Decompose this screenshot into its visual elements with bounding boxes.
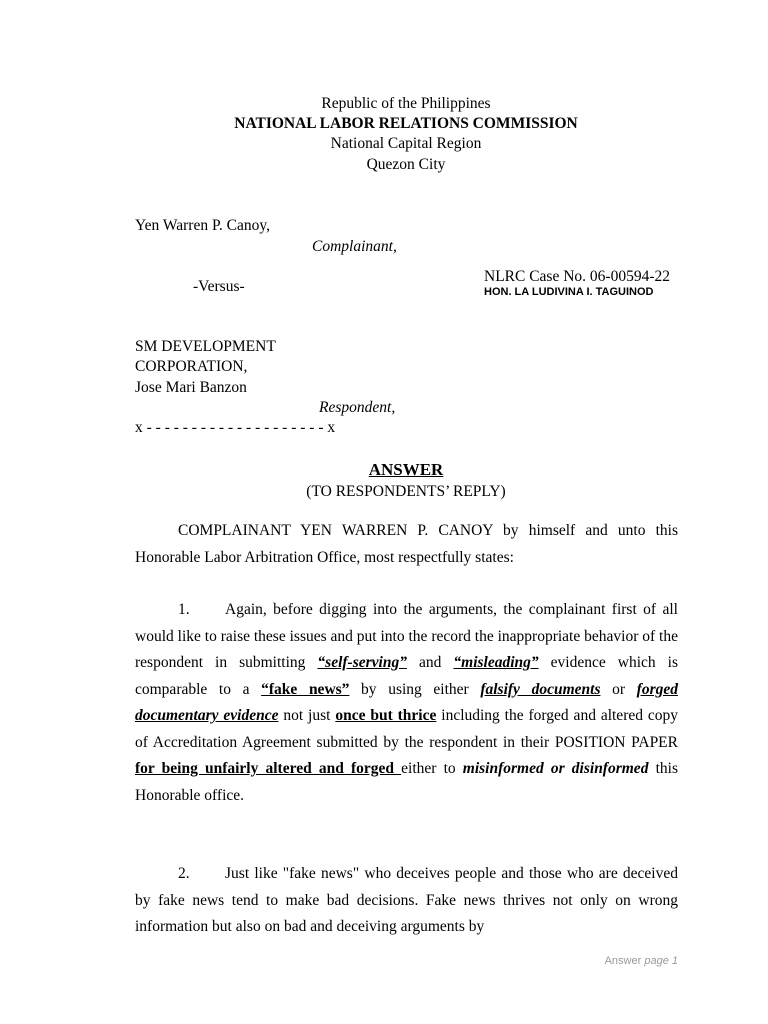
- p1-text-1: Again, before digging into the arguments, the complainant first of all would like to raise these issues and put into the record the inappropriate behavior of the respondent in submitting: [135, 601, 678, 671]
- caption-separator: x - - - - - - - - - - - - - - - - - - - - x: [135, 419, 336, 436]
- p1-text-8: either to: [401, 760, 463, 777]
- header-city: Quezon City: [366, 156, 446, 173]
- p1-emphasis-misleading: “misleading”: [453, 654, 539, 671]
- paragraph-2-number: 2.: [178, 865, 190, 882]
- respondent-line2: CORPORATION,: [135, 358, 248, 375]
- case-number: NLRC Case No. 06-00594-22: [484, 268, 670, 285]
- judge-name: HON. LA LUDIVINA I. TAGUINOD: [484, 286, 654, 298]
- p1-emphasis-once-but-thrice: once but thrice: [335, 707, 437, 724]
- p1-text-5: or: [600, 680, 637, 698]
- document-subtitle: (TO RESPONDENTS’ REPLY): [306, 483, 506, 500]
- document-title: ANSWER: [368, 460, 444, 479]
- header-commission: NATIONAL LABOR RELATIONS COMMISSION: [234, 115, 578, 132]
- complainant-role: Complainant,: [312, 238, 397, 255]
- footer-label: Answer: [604, 955, 642, 967]
- respondent-line3: Jose Mari Banzon: [135, 379, 247, 396]
- p1-emphasis-forged-evidence: forged documentary evidence: [135, 680, 678, 724]
- p1-emphasis-misinformed: misinformed or disinformed: [462, 760, 649, 777]
- p1-text-4: by using either: [349, 680, 481, 698]
- p1-emphasis-fake-news: “fake news”: [261, 680, 350, 698]
- p1-text-3: evidence which is comparable to a: [135, 654, 678, 698]
- p1-emphasis-altered-forged: for being unfairly altered and forged: [135, 760, 402, 777]
- paragraph-1: [135, 597, 678, 809]
- intro-text: COMPLAINANT YEN WARREN P. CANOY by himself and unto this Honorable Labor Arbitration Office, most respectfully states:: [135, 522, 678, 566]
- complainant-name: Yen Warren P. Canoy,: [135, 217, 270, 234]
- header-republic: Republic of the Philippines: [321, 95, 491, 112]
- p1-text-7: including the forged and altered copy of Accreditation Agreement submitted by the respondent in their POSITION PAPER: [135, 707, 678, 751]
- versus-label: -Versus-: [193, 278, 245, 295]
- respondent-line1: SM DEVELOPMENT: [135, 338, 276, 355]
- p2-text: Just like "fake news" who deceives people and those who are deceived by fake news tend to make bad decisions. Fake news thrives not only on wrong information but also on bad and deceiving arguments by: [135, 865, 678, 935]
- respondent-role: Respondent,: [319, 399, 396, 416]
- page-footer: [605, 955, 678, 967]
- p1-text-9: this Honorable office.: [135, 760, 678, 804]
- footer-page-number: page 1: [644, 955, 678, 967]
- header-region: National Capital Region: [330, 135, 482, 152]
- intro-paragraph: [135, 518, 678, 571]
- paragraph-2: [135, 861, 678, 941]
- p1-emphasis-falsify-documents: falsify documents: [480, 680, 601, 698]
- p1-text-2: and: [406, 654, 454, 671]
- paragraph-1-number: 1.: [178, 601, 190, 618]
- p1-emphasis-self-serving: “self-serving”: [317, 654, 407, 671]
- p1-text-6: not just: [278, 707, 336, 724]
